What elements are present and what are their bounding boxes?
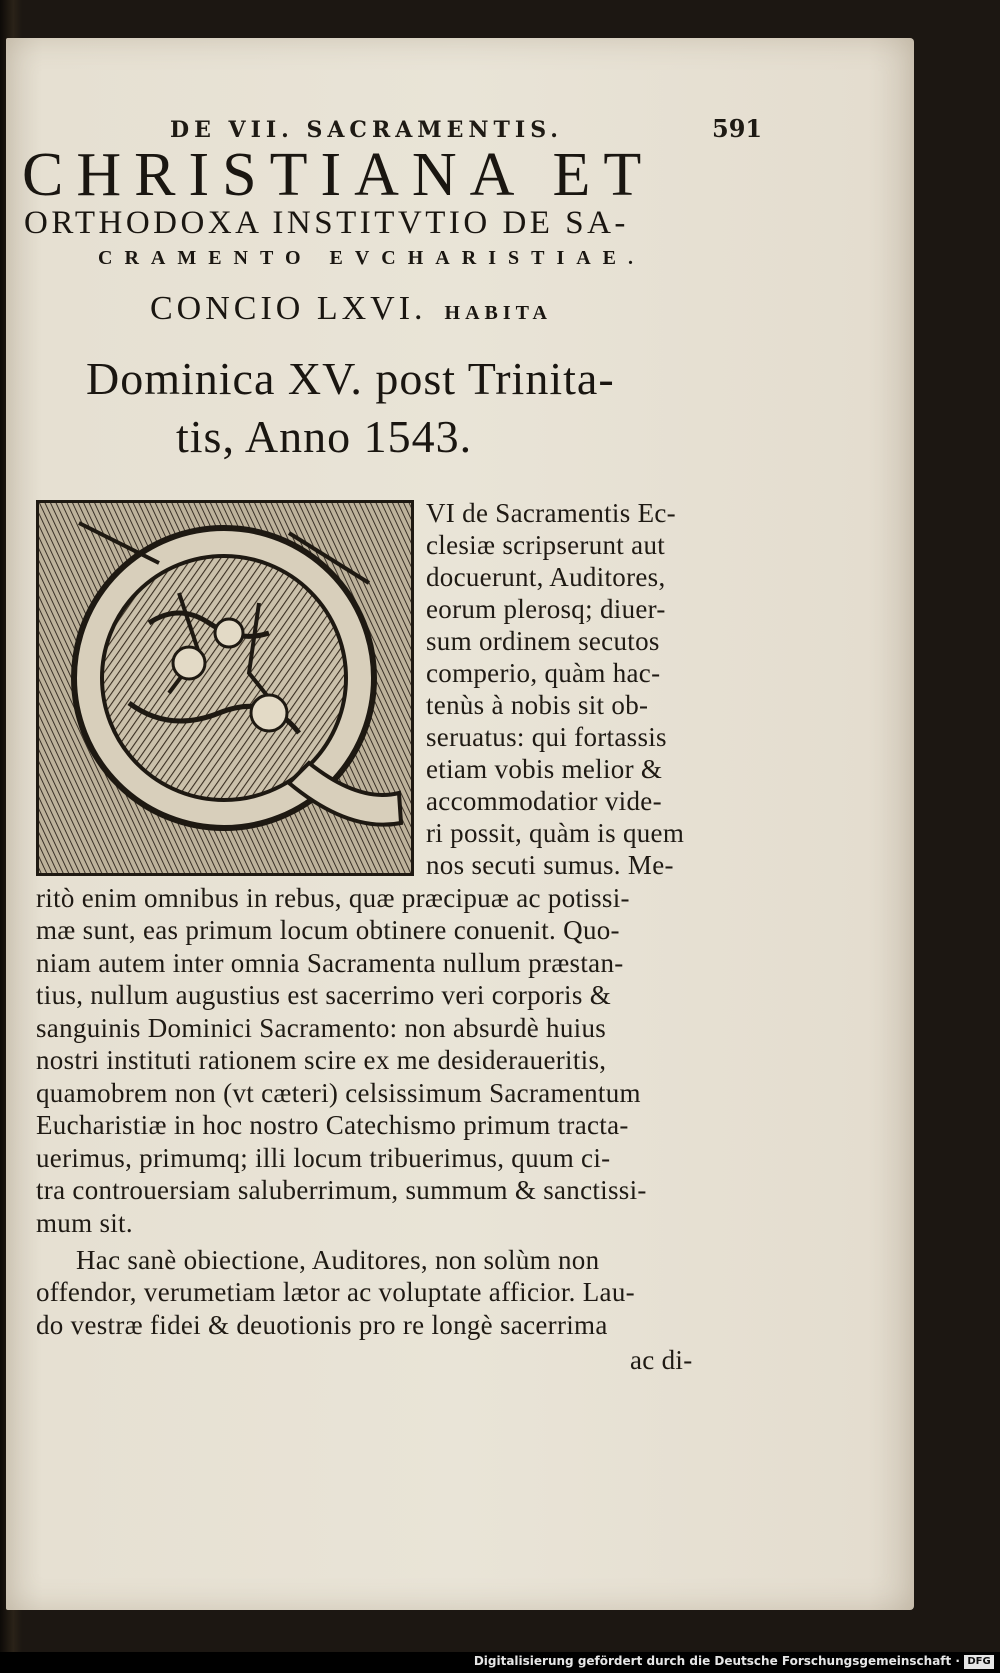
title-line-4 <box>150 290 552 328</box>
running-head: DE VII. SACRAMENTIS. <box>170 117 563 143</box>
body-line: VI de Sacramentis Ec- <box>426 498 676 528</box>
body-line: mæ sunt, eas primum locum obtinere conuenit. Quo- <box>36 915 620 945</box>
catchword: ac di- <box>630 1345 693 1375</box>
body-line: offendor, verumetiam lætor ac voluptate afficior. Lau- <box>36 1277 635 1307</box>
body-line: sanguinis Dominici Sacramento: non absurdè huius <box>36 1013 607 1043</box>
body-line: etiam vobis melior & <box>426 754 663 784</box>
digitization-footer <box>0 1652 1000 1673</box>
title-line-1: CHRISTIANA ET <box>22 141 655 209</box>
body-line: nos secuti sumus. Me- <box>426 850 674 880</box>
body-line: accommodatior vide- <box>426 786 662 816</box>
woodcut-illustration <box>39 503 411 873</box>
title-line-5: Dominica XV. post Trinita- <box>86 353 615 404</box>
body-line: seruatus: qui fortassis <box>426 722 667 752</box>
body-line: sum ordinem secutos <box>426 626 660 656</box>
body-line: eorum plerosq; diuer- <box>426 594 666 624</box>
body-line: tius, nullum augustius est sacerrimo veri corporis & <box>36 980 612 1010</box>
body-line: clesiæ scripserunt aut <box>426 530 666 560</box>
body-line: tenùs à nobis sit ob- <box>426 690 649 720</box>
body-line: uerimus, primumq; illi locum tribuerimus, quum ci- <box>36 1143 611 1173</box>
body-line: Eucharistiæ in hoc nostro Catechismo primum tracta- <box>36 1110 629 1140</box>
title-line-4-small: HABITA <box>444 302 552 324</box>
title-line-4-main: CONCIO LXVI. <box>150 290 427 327</box>
title-line-6: tis, Anno 1543. <box>176 411 473 462</box>
title-line-3: CRAMENTO EVCHARISTIAE. <box>98 247 646 269</box>
body-line: quamobrem non (vt cæteri) celsissimum Sacramentum <box>36 1078 641 1108</box>
dfg-logo: DFG <box>964 1655 994 1669</box>
body-line: nostri instituti rationem scire ex me desideraueritis, <box>36 1045 607 1075</box>
body-line: do vestræ fidei & deuotionis pro re longè sacerrima <box>36 1310 608 1340</box>
title-line-2: ORTHODOXA INSTITVTIO DE SA- <box>24 205 629 241</box>
body-line: tra controuersiam saluberrimum, summum & sanctissi- <box>36 1175 647 1205</box>
page-number: 591 <box>712 114 763 143</box>
body-line: niam autem inter omnia Sacramenta nullum præstan- <box>36 948 624 978</box>
body-line: mum sit. <box>36 1208 133 1238</box>
body-line: comperio, quàm hac- <box>426 658 661 688</box>
decorated-initial-q <box>36 500 414 876</box>
body-line: docuerunt, Auditores, <box>426 562 666 592</box>
body-line: Hac sanè obiectione, Auditores, non solùm non <box>76 1245 600 1275</box>
body-line: ritò enim omnibus in rebus, quæ præcipuæ ac potissi- <box>36 883 630 913</box>
footer-credit: Digitalisierung gefördert durch die Deutsche Forschungsgemeinschaft · <box>473 1654 960 1668</box>
body-line: ri possit, quàm is quem <box>426 818 685 848</box>
